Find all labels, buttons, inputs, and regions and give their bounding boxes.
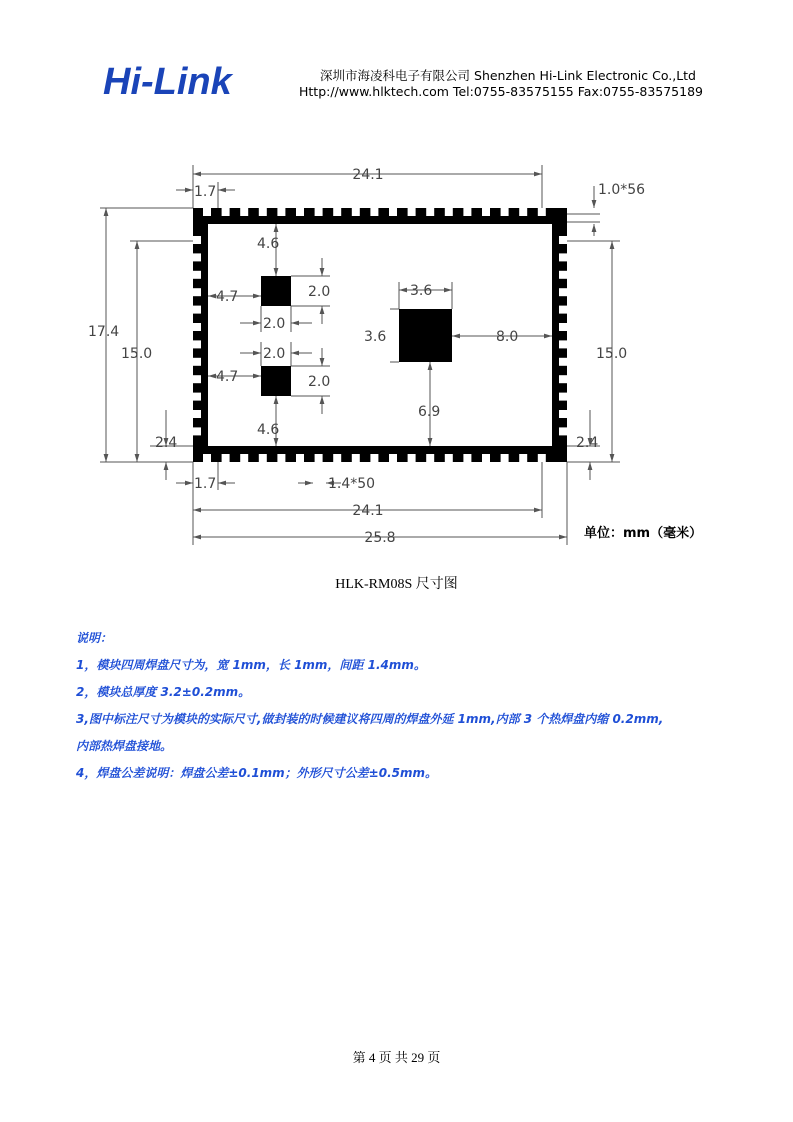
dim-height-inner-left: 15.0 (121, 346, 153, 362)
edge-pad-top (426, 208, 434, 216)
dim-pad-size-h-2: 2.0 (308, 374, 331, 390)
note-item: 4，焊盘公差说明：焊盘公差±0.1mm；外形尺寸公差±0.5mm。 (76, 766, 437, 780)
edge-pad-bottom (296, 454, 304, 462)
edge-pad-bottom (482, 454, 490, 462)
edge-pad-bottom (352, 454, 360, 462)
notes-heading: 说明： (76, 631, 113, 645)
edge-pad-right (559, 288, 567, 296)
edge-pad-right (559, 306, 567, 314)
page-footer: 第 4 页 共 29 页 (352, 1050, 441, 1065)
edge-pad-bottom (240, 454, 248, 462)
dim-pad-pitch-top: 1.0*56 (598, 182, 646, 198)
dimension-drawing (0, 0, 793, 560)
dim-height-inner-right: 15.0 (596, 346, 628, 362)
thermal-pad-2 (261, 366, 291, 396)
edge-pad-bottom (333, 454, 341, 462)
edge-pad-bottom (277, 454, 285, 462)
note-item: 2，模块总厚度 3.2±0.2mm。 (76, 685, 251, 699)
edge-pad-right (559, 358, 567, 366)
dim-left-margin-bottom: 1.7 (194, 476, 217, 492)
edge-pad-left (193, 253, 201, 261)
dim-center-pad-right: 8.0 (496, 329, 519, 345)
edge-pad-left (193, 358, 201, 366)
edge-pad-bottom (222, 454, 230, 462)
edge-pad-top (389, 208, 397, 216)
edge-pad-bottom (408, 454, 416, 462)
note-item: 内部热焊盘接地。 (76, 739, 173, 753)
edge-pad-right (559, 410, 567, 418)
edge-pad-right (559, 375, 567, 383)
dim-left-margin-top: 1.7 (194, 184, 217, 200)
edge-pad-bottom (445, 454, 453, 462)
edge-pad-right (559, 340, 567, 348)
edge-pad-bottom (463, 454, 471, 462)
thermal-pad-1 (261, 276, 291, 306)
edge-pad-right (559, 271, 567, 279)
edge-pad-bottom (203, 454, 211, 462)
edge-pad-top (370, 208, 378, 216)
edge-pad-left (193, 340, 201, 348)
unit-label: 单位：mm（毫米） (584, 526, 703, 541)
edge-pad-bottom (389, 454, 397, 462)
edge-pad-bottom (519, 454, 527, 462)
edge-pad-left (193, 427, 201, 435)
edge-pad-top (296, 208, 304, 216)
company-name: 深圳市海凌科电子有限公司 Shenzhen Hi-Link Electronic Co.,Ltd (320, 68, 696, 83)
edge-pad-left (193, 393, 201, 401)
dim-center-pad-w: 3.6 (410, 283, 433, 299)
edge-pad-left (193, 306, 201, 314)
edge-pad-left (193, 410, 201, 418)
dim-center-pad-bottom: 6.9 (418, 404, 441, 420)
dim-bottom-right-edge: 2.4 (576, 435, 599, 451)
dim-pad-size-w-2: 2.0 (263, 346, 286, 362)
dim-top-width: 24.1 (352, 167, 384, 183)
edge-pad-right (559, 427, 567, 435)
dim-center-pad-h: 3.6 (364, 329, 387, 345)
edge-pad-left (193, 323, 201, 331)
edge-pad-top (463, 208, 471, 216)
edge-pad-top (203, 208, 211, 216)
edge-pad-top (277, 208, 285, 216)
edge-pad-top (333, 208, 341, 216)
edge-pad-top (538, 208, 546, 216)
dim-pad-size-h-1: 2.0 (308, 284, 331, 300)
edge-pad-top (240, 208, 248, 216)
company-contact: Http://www.hlktech.com Tel:0755-83575155 Fax:0755-83575189 (299, 84, 703, 99)
edge-pad-left (193, 271, 201, 279)
dim-pad-bottom-offset: 4.6 (257, 422, 280, 438)
note-item: 3,图中标注尺寸为模块的实际尺寸,做封装的时候建议将四周的焊盘外延 1mm,内部 3 个热焊盘内缩 0.2mm, (76, 712, 664, 726)
edge-pad-top (259, 208, 267, 216)
edge-pad-right (559, 253, 567, 261)
edge-pad-top (352, 208, 360, 216)
edge-pad-left (193, 236, 201, 244)
edge-pad-bottom (426, 454, 434, 462)
edge-pad-left (193, 288, 201, 296)
edge-pad-bottom (538, 454, 546, 462)
edge-pad-top (222, 208, 230, 216)
figure-caption: HLK-RM08S 尺寸图 (335, 577, 458, 592)
note-item: 1，模块四周焊盘尺寸为，宽 1mm，长 1mm，间距 1.4mm。 (76, 658, 426, 672)
edge-pad-bottom (501, 454, 509, 462)
edge-pad-bottom (370, 454, 378, 462)
dim-pad-left-offset-1: 4.7 (216, 289, 239, 305)
dim-pad-top-offset: 4.6 (257, 236, 280, 252)
dim-bottom-width-inner: 24.1 (352, 503, 384, 519)
edge-pad-right (559, 393, 567, 401)
edge-pad-top (408, 208, 416, 216)
dim-bottom-left-edge: 2.4 (155, 435, 178, 451)
notes-section (76, 625, 736, 787)
edge-pad-left (193, 375, 201, 383)
edge-pad-top (482, 208, 490, 216)
dim-pad-pitch-bottom: 1.4*50 (328, 476, 376, 492)
edge-pad-bottom (315, 454, 323, 462)
dim-height-total: 17.4 (88, 324, 120, 340)
edge-pad-top (519, 208, 527, 216)
thermal-pad-center (399, 309, 452, 362)
edge-pad-right (559, 236, 567, 244)
edge-pad-right (559, 323, 567, 331)
dim-pad-left-offset-2: 4.7 (216, 369, 239, 385)
dim-bottom-width-total: 25.8 (364, 530, 396, 546)
edge-pad-top (445, 208, 453, 216)
edge-pad-top (315, 208, 323, 216)
dim-pad-size-w-1: 2.0 (263, 316, 286, 332)
logo-text: Hi-Link (103, 61, 232, 100)
edge-pad-top (501, 208, 509, 216)
edge-pad-bottom (259, 454, 267, 462)
